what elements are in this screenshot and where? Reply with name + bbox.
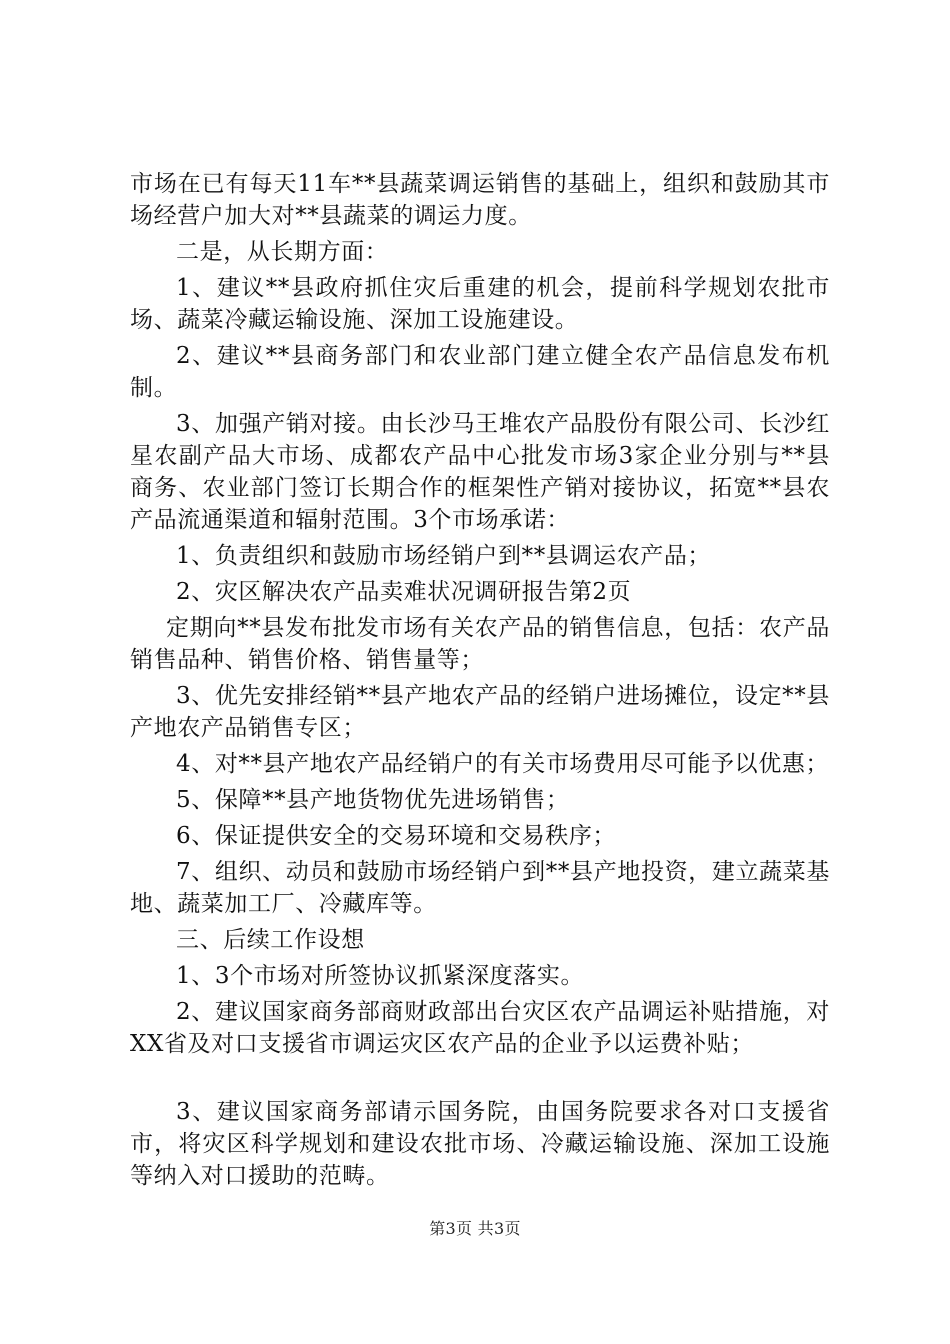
paragraph-item-1: 1、建议**县政府抓住灾后重建的机会，提前科学规划农批市场、蔬菜冷藏运输设施、深加工设施建设。 <box>130 275 830 333</box>
paragraph-promise-3: 3、优先安排经销**县产地农产品的经销户进场摊位，设定**县产地农产品销售专区； <box>130 683 830 741</box>
paragraph-item-3: 3、加强产销对接。由长沙马王堆农产品股份有限公司、长沙红星农副产品大市场、成都农产品中心批发市场3家企业分别与**县商务、农业部门签订长期合作的框架性产销对接协议，拓宽**县农产品流通渠道和辐射范围。3个市场承诺： <box>130 411 830 533</box>
page-footer: 第3页 共3页 <box>429 1219 521 1238</box>
paragraph-follow-up-2: 2、建议国家商务部商财政部出台灾区农产品调运补贴措施，对XX省及对口支援省市调运灾区农产品的企业予以运费补贴； <box>130 999 830 1057</box>
paragraph-promise-4: 4、对**县产地农产品经销户的有关市场费用尽可能予以优惠； <box>176 751 830 777</box>
paragraph-promise-1: 1、负责组织和鼓励市场经销户到**县调运农产品； <box>176 543 712 569</box>
paragraph-promise-6: 6、保证提供安全的交易环境和交易秩序； <box>176 823 617 849</box>
paragraph-long-term-heading: 二是，从长期方面： <box>176 239 389 265</box>
document-body <box>130 168 830 1196</box>
paragraph-promise-2: 2、灾区解决农产品卖难状况调研报告第2页 <box>176 579 632 605</box>
paragraph-promise-2-continued: 定期向**县发布批发市场有关农产品的销售信息，包括：农产品销售品种、销售价格、销售量等； <box>130 615 830 673</box>
paragraph-follow-up-1: 1、3个市场对所签协议抓紧深度落实。 <box>176 963 585 989</box>
paragraph-item-2: 2、建议**县商务部门和农业部门建立健全农产品信息发布机制。 <box>130 343 830 401</box>
section-heading-follow-up: 三、后续工作设想 <box>176 927 365 953</box>
paragraph-promise-7: 7、组织、动员和鼓励市场经销户到**县产地投资，建立蔬菜基地、蔬菜加工厂、冷藏库等。 <box>130 859 830 917</box>
paragraph-continuation: 市场在已有每天11车**县蔬菜调运销售的基础上，组织和鼓励其市场经营户加大对**县蔬菜的调运力度。 <box>130 171 830 229</box>
paragraph-follow-up-3: 3、建议国家商务部请示国务院，由国务院要求各对口支援省市，将灾区科学规划和建设农批市场、冷藏运输设施、深加工设施等纳入对口援助的范畴。 <box>130 1099 830 1189</box>
paragraph-promise-5: 5、保障**县产地货物优先进场销售； <box>176 787 570 813</box>
